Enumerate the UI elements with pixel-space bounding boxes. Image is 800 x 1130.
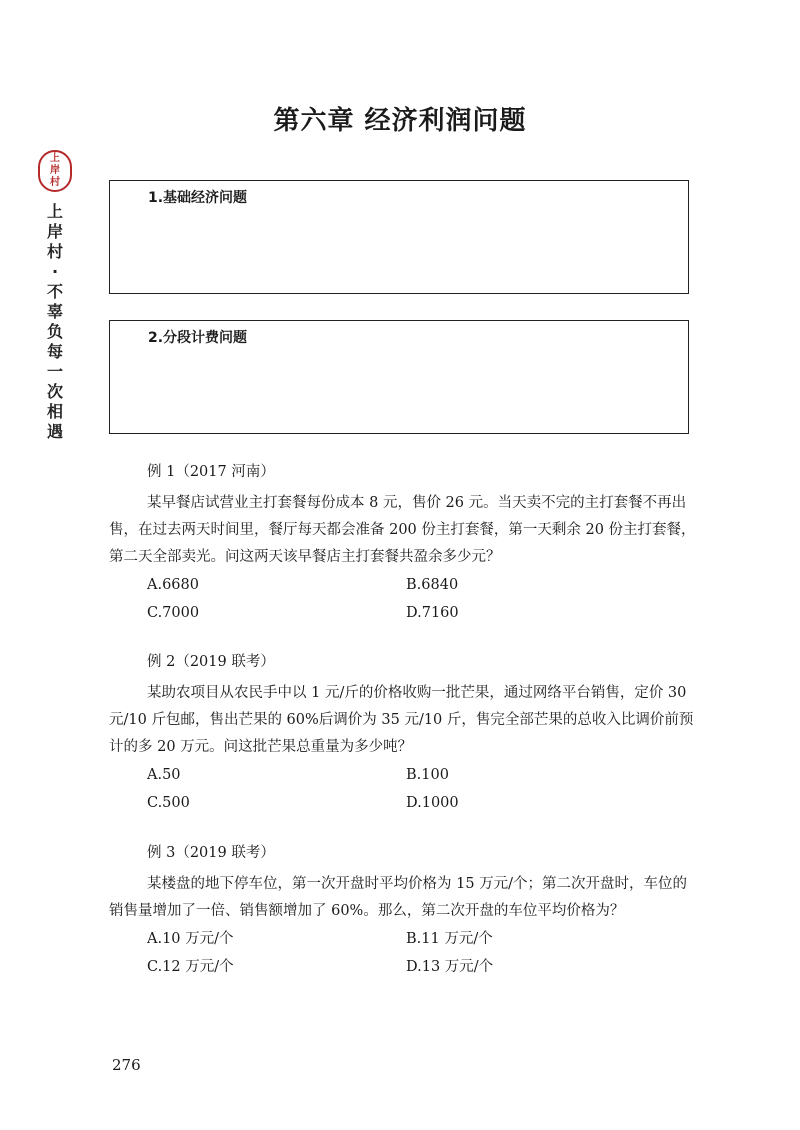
answer-options xyxy=(109,929,699,977)
example-1 xyxy=(109,462,699,623)
option-c: C.500 xyxy=(147,795,190,811)
seal-char: 村 xyxy=(50,177,60,188)
slogan-char: · xyxy=(51,262,59,281)
example-3 xyxy=(109,843,699,977)
example-heading: 例 1（2017 河南） xyxy=(147,464,275,480)
page-number: 276 xyxy=(112,1056,141,1074)
answer-options xyxy=(109,575,699,623)
option-b: B.100 xyxy=(406,767,449,783)
brand-seal xyxy=(38,150,72,192)
option-a: A.6680 xyxy=(147,577,199,593)
slogan-char: 相 xyxy=(46,402,63,421)
seal-char: 上 xyxy=(50,153,60,164)
topic-box-tiered-pricing xyxy=(109,320,689,434)
option-c: C.12 万元/个 xyxy=(147,959,234,975)
slogan-char: 村 xyxy=(46,242,63,261)
example-heading: 例 2（2019 联考） xyxy=(147,654,275,670)
example-stem: 某早餐店试营业主打套餐每份成本 8 元，售价 26 元。当天卖不完的主打套餐不再出售，在过去两天时间里，餐厅每天都会准备 200 份主打套餐，第一天剩余 20 份主打套餐，第二天全部卖光。问这两天该早餐店主打套餐共盈余多少元？ xyxy=(109,495,696,565)
example-stem: 某楼盘的地下停车位，第一次开盘时平均价格为 15 万元/个；第二次开盘时，车位的销售量增加了一倍、销售额增加了 60%。那么，第二次开盘的车位平均价格为？ xyxy=(109,876,688,919)
slogan-char: 次 xyxy=(46,382,63,401)
example-heading: 例 3（2019 联考） xyxy=(147,845,275,861)
topic-box-label: 1.基础经济问题 xyxy=(148,190,248,206)
slogan-char: 上 xyxy=(46,202,63,221)
answer-options xyxy=(109,765,699,813)
sidebar-slogan xyxy=(38,202,72,442)
sidebar xyxy=(38,150,78,442)
slogan-char: 不 xyxy=(46,282,63,301)
topic-box-label: 2.分段计费问题 xyxy=(148,330,248,346)
option-b: B.6840 xyxy=(406,577,459,593)
option-a: A.10 万元/个 xyxy=(147,931,234,947)
slogan-char: 辜 xyxy=(46,302,63,321)
example-2 xyxy=(109,652,699,813)
seal-char: 岸 xyxy=(50,165,60,176)
slogan-char: 每 xyxy=(46,342,63,361)
slogan-char: 一 xyxy=(46,362,63,381)
chapter-title: 第六章 经济利润问题 xyxy=(273,106,527,136)
slogan-char: 遇 xyxy=(46,422,63,441)
option-a: A.50 xyxy=(147,767,181,783)
option-d: D.1000 xyxy=(406,795,459,811)
option-d: D.7160 xyxy=(406,605,459,621)
option-b: B.11 万元/个 xyxy=(406,931,493,947)
slogan-char: 负 xyxy=(46,322,63,341)
option-d: D.13 万元/个 xyxy=(406,959,494,975)
topic-box-basic-economy xyxy=(109,180,689,294)
example-stem: 某助农项目从农民手中以 1 元/斤的价格收购一批芒果，通过网络平台销售，定价 30 元/10 斤包邮，售出芒果的 60%后调价为 35 元/10 斤，售完全部芒果的总收入比调价前预计的多 20 万元。问这批芒果总重量为多少吨？ xyxy=(109,685,694,755)
slogan-char: 岸 xyxy=(46,222,63,241)
option-c: C.7000 xyxy=(147,605,200,621)
